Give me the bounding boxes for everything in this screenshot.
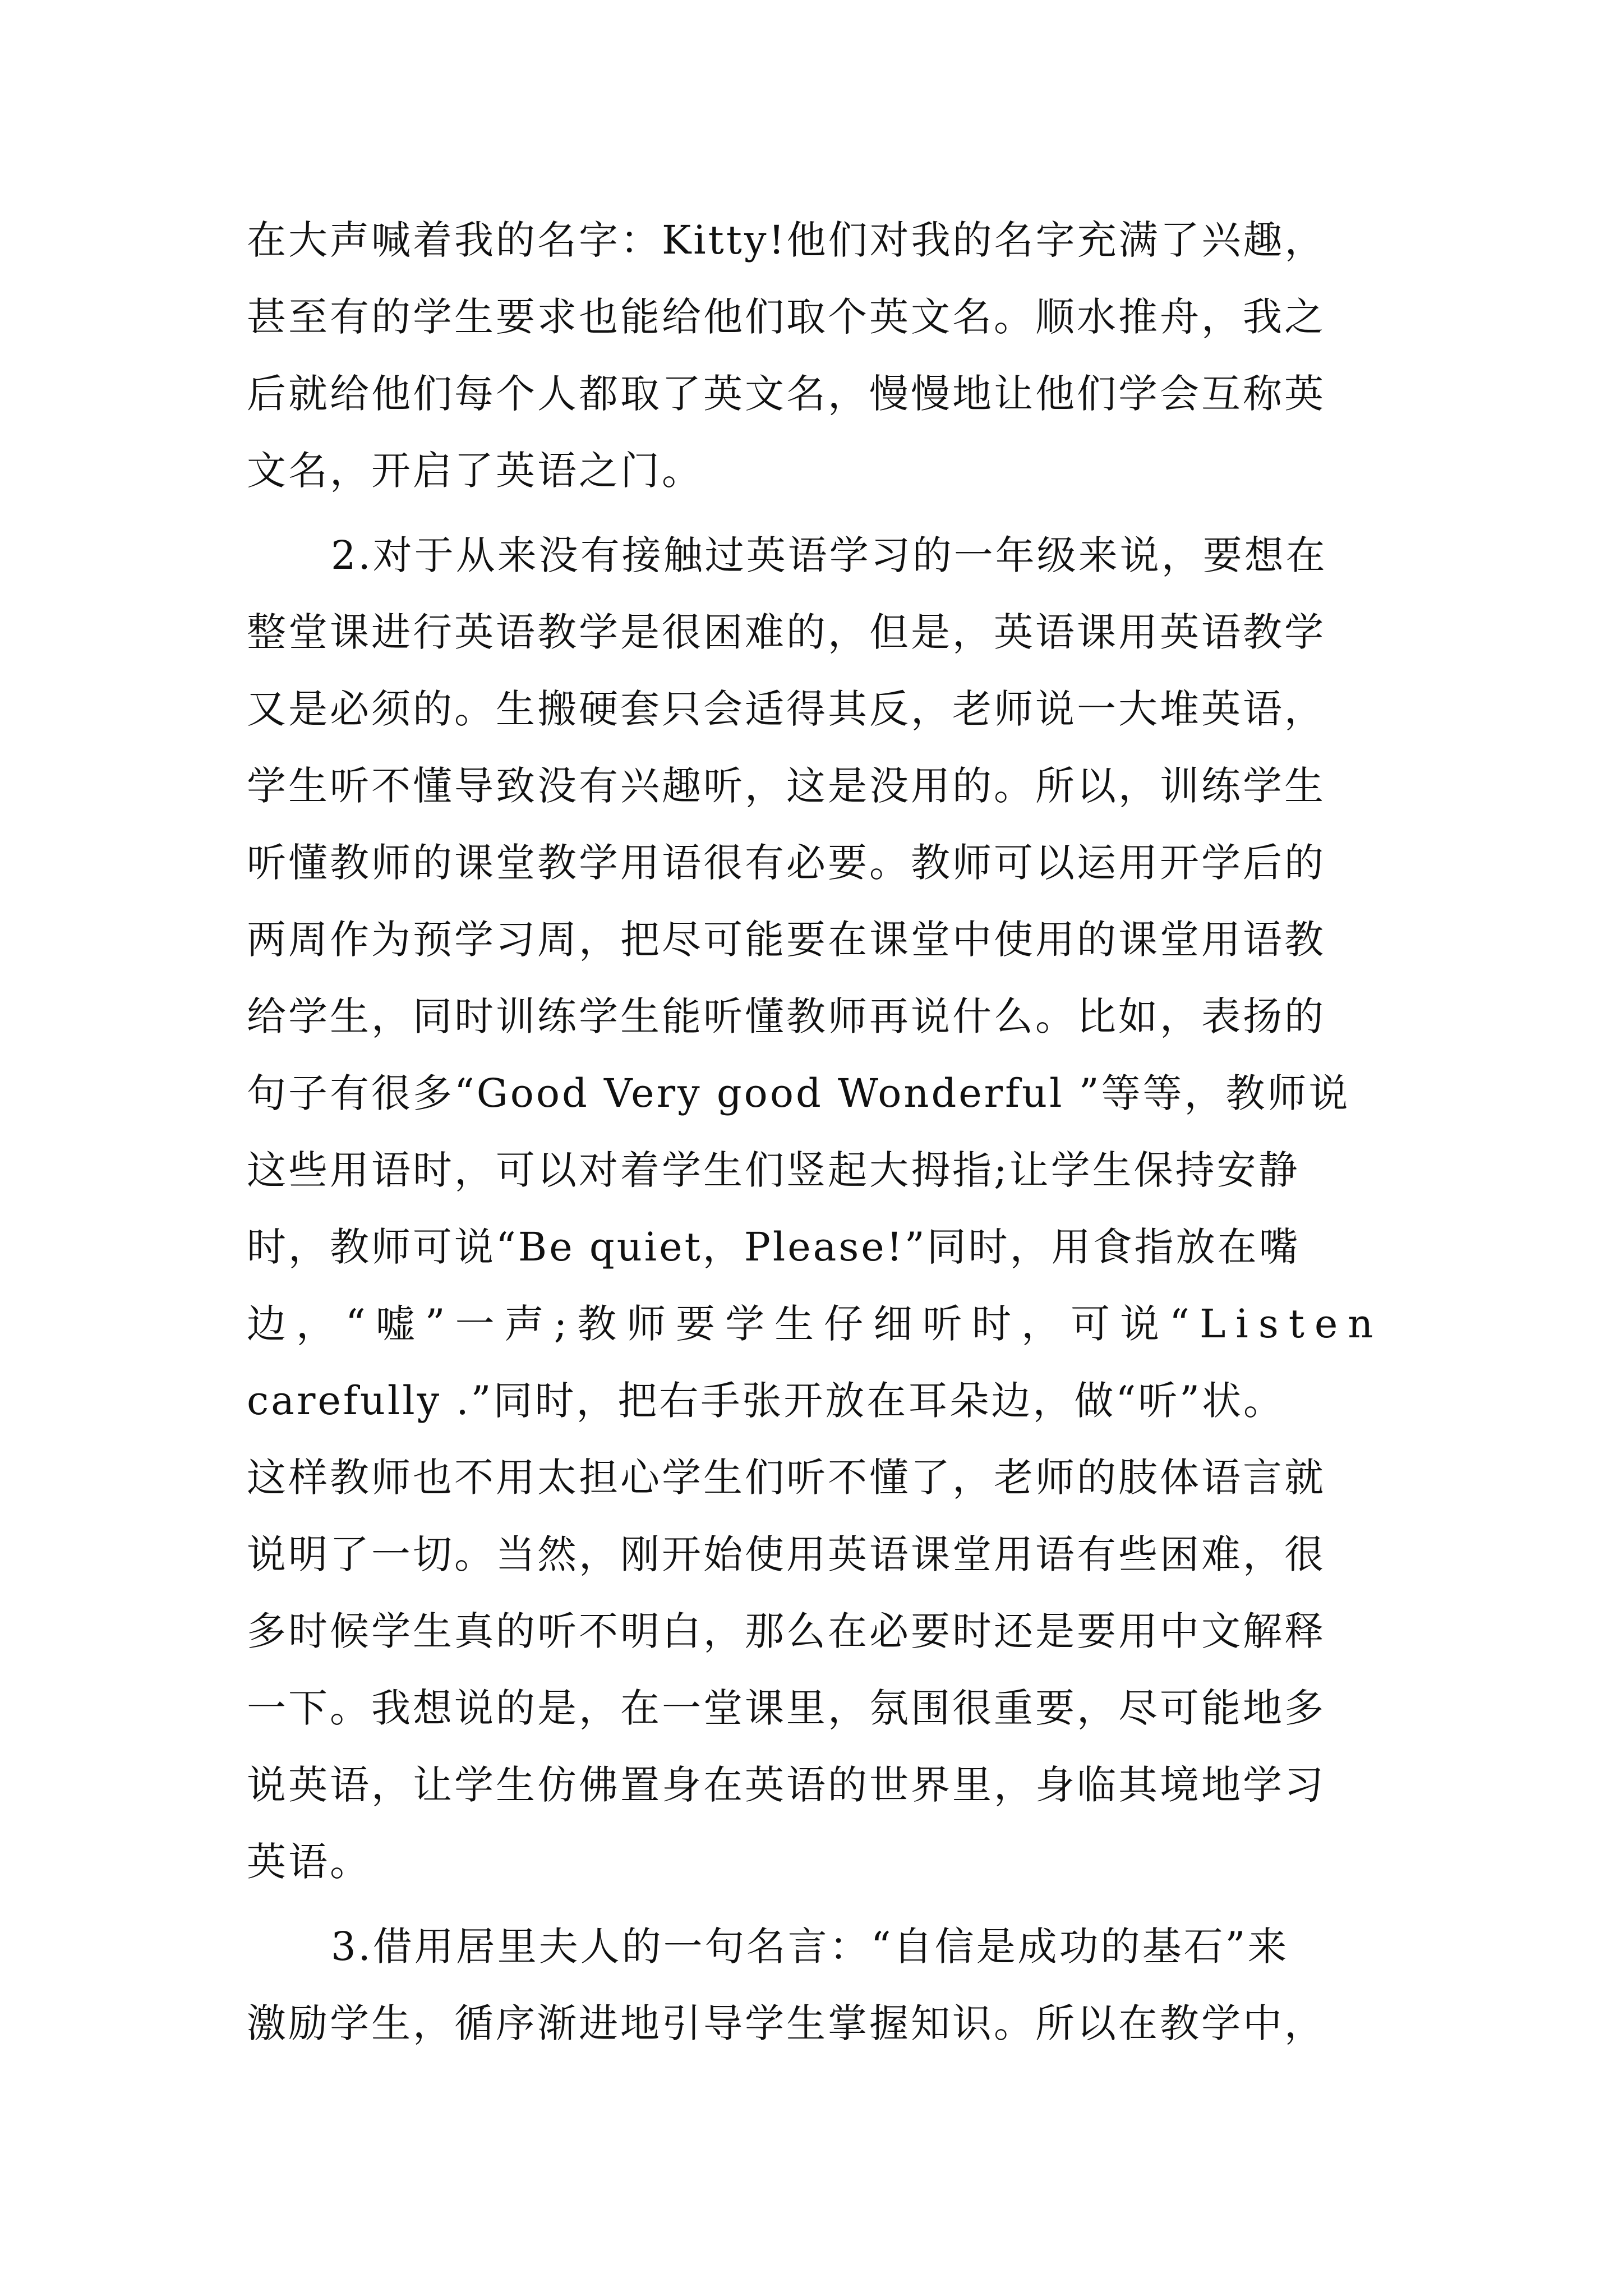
text-line: 甚至有的学生要求也能给他们取个英文名。顺水推舟，我之 bbox=[247, 294, 1326, 340]
text-line: carefully .”同时，把右手张开放在耳朵边，做“听”状。 bbox=[247, 1378, 1285, 1424]
text-line: 时，教师可说“Be quiet，Please!”同时，用食指放在嘴 bbox=[247, 1224, 1301, 1270]
text-line: 后就给他们每个人都取了英文名，慢慢地让他们学会互称英 bbox=[247, 371, 1326, 417]
paragraph-start-line: 2.对于从来没有接触过英语学习的一年级来说，要想在 bbox=[331, 532, 1327, 578]
paragraph-gap bbox=[247, 509, 1380, 517]
text-line: 两周作为预学习周，把尽可能要在课堂中使用的课堂用语教 bbox=[247, 917, 1326, 963]
text-line: 给学生，同时训练学生能听懂教师再说什么。比如，表扬的 bbox=[247, 993, 1326, 1039]
text-line: 文名，开启了英语之门。 bbox=[247, 448, 703, 494]
text-line: 这样教师也不用太担心学生们听不懂了，老师的肢体语言就 bbox=[247, 1455, 1326, 1501]
text-line: 整堂课进行英语教学是很困难的，但是，英语课用英语教学 bbox=[247, 609, 1326, 655]
paragraph-gap bbox=[247, 1901, 1380, 1908]
text-line: 又是必须的。生搬硬套只会适得其反，老师说一大堆英语， bbox=[247, 686, 1326, 732]
text-line: 激励学生，循序渐进地引导学生掌握知识。所以在教学中， bbox=[247, 2000, 1326, 2046]
text-line: 句子有很多“Good Very good Wonderful ”等等，教师说 bbox=[247, 1070, 1350, 1116]
text-line: 边，“嘘”一声;教师要学生仔细听时，可说“Listen bbox=[247, 1301, 1384, 1347]
paragraph-start-line: 3.借用居里夫人的一句名言：“自信是成功的基石”来 bbox=[331, 1924, 1289, 1970]
body-text bbox=[247, 202, 1384, 2062]
text-line: 学生听不懂导致没有兴趣听，这是没用的。所以，训练学生 bbox=[247, 763, 1326, 809]
text-line: 说英语，让学生仿佛置身在英语的世界里，身临其境地学习 bbox=[247, 1762, 1326, 1808]
text-line: 多时候学生真的听不明白，那么在必要时还是要用中文解释 bbox=[247, 1608, 1326, 1654]
text-line: 一下。我想说的是，在一堂课里，氛围很重要，尽可能地多 bbox=[247, 1685, 1326, 1731]
text-line: 听懂教师的课堂教学用语很有必要。教师可以运用开学后的 bbox=[247, 840, 1326, 886]
text-line: 这些用语时，可以对着学生们竖起大拇指;让学生保持安静 bbox=[247, 1147, 1300, 1193]
text-line: 在大声喊着我的名字：Kitty!他们对我的名字充满了兴趣， bbox=[247, 217, 1326, 263]
text-line: 说明了一切。当然，刚开始使用英语课堂用语有些困难，很 bbox=[247, 1531, 1326, 1577]
text-line: 英语。 bbox=[247, 1839, 371, 1885]
